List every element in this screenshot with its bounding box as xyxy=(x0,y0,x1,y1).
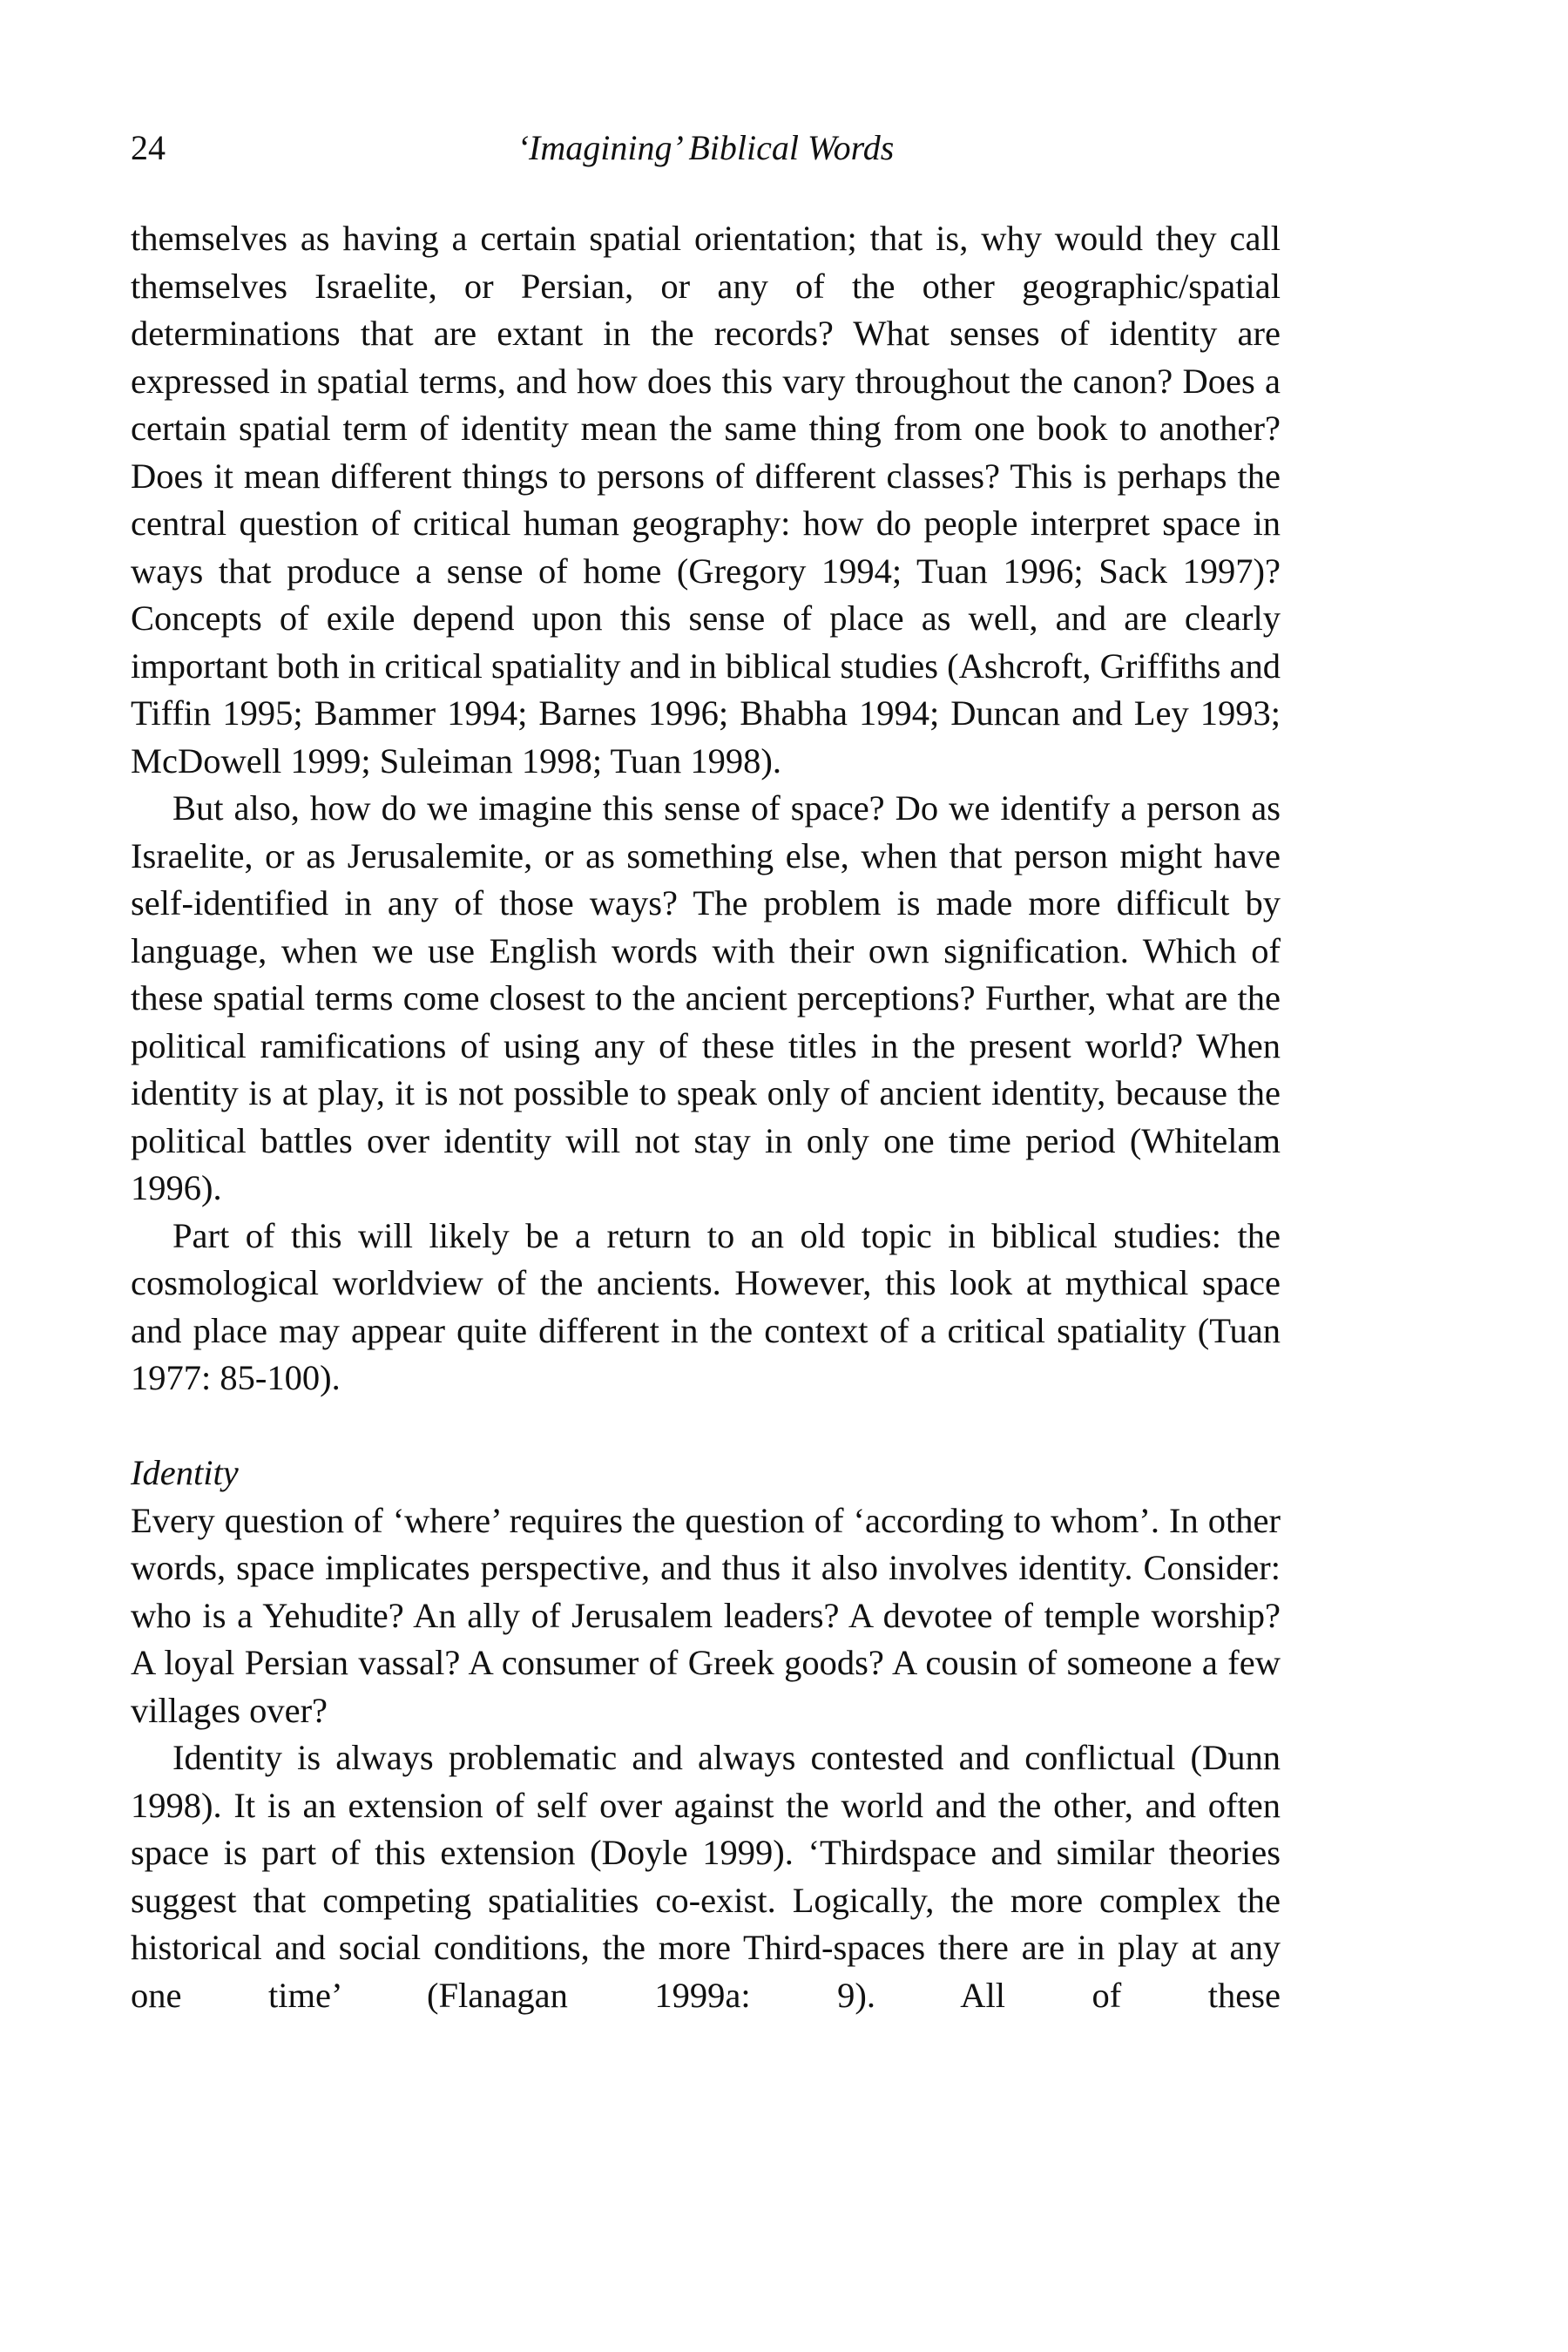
section-heading: Identity xyxy=(131,1453,239,1492)
page-number: 24 xyxy=(131,128,166,167)
running-title: ‘Imagining’ Biblical Words xyxy=(517,128,895,167)
paragraph: Part of this will likely be a return to an old topic in biblical studies: the cosmological worldview of the ancients. However, this look at mythical space and place may appear quite different in the context of a critical spatiality (Tuan 1977: 85-100). xyxy=(131,1215,1281,1397)
running-head xyxy=(131,122,1281,174)
paragraph: Identity is always problematic and always contested and conflictual (Dunn 1998). It is an extension of self over against the world and the other, and often space is part of this extension (Doyle 1999). ‘Thirdspace and similar theories suggest that competing spatialities co-exist. Logically, the more complex the historical and social conditions, the more Third-spaces there are in play at any one time’ (Flanagan 1999a: 9). All of these xyxy=(131,1738,1281,2015)
paragraph: Every question of ‘where’ requires the question of ‘according to whom’. In other words, space implicates perspective, and thus it also involves identity. Consider: who is a Yehudite? An ally of Jerusalem leaders? A devotee of temple worship? A loyal Persian vassal? A consumer of Greek goods? A cousin of someone a few villages over? xyxy=(131,1500,1281,1730)
paragraph: themselves as having a certain spatial orientation; that is, why would they call themselves Israelite, or Persian, or any of the other geographic/spatial determinations that are extant in the records? What senses of identity are expressed in spatial terms, and how does this vary throughout the canon? Does a certain spatial term of identity mean the same thing from one book to another? Does it mean different things to persons of different classes? This is perhaps the central question of critical human geography: how do people interpret space in ways that produce a sense of home (Gregory 1994; Tuan 1996; Sack 1997)? Concepts of exile depend upon this sense of place as well, and are clearly important both in critical spatiality and in biblical studies (Ashcroft, Griffiths and Tiffin 1995; Bammer 1994; Barnes 1996; Bhabha 1994; Duncan and Ley 1993; McDowell 1999; Suleiman 1998; Tuan 1998). xyxy=(131,219,1281,781)
paragraph: But also, how do we imagine this sense of space? Do we identify a person as Israelite, or as Jerusalemite, or as something else, when that person might have self-identified in any of those ways? The problem is made more difficult by language, when we use English words with their own signification. Which of these spatial terms come closest to the ancient perceptions? Further, what are the political ramifications of using any of these titles in the present world? When identity is at play, it is not possible to speak only of ancient identity, because the political battles over identity will not stay in only one time period (Whitelam 1996). xyxy=(131,788,1281,1207)
body-text xyxy=(131,215,1281,2019)
